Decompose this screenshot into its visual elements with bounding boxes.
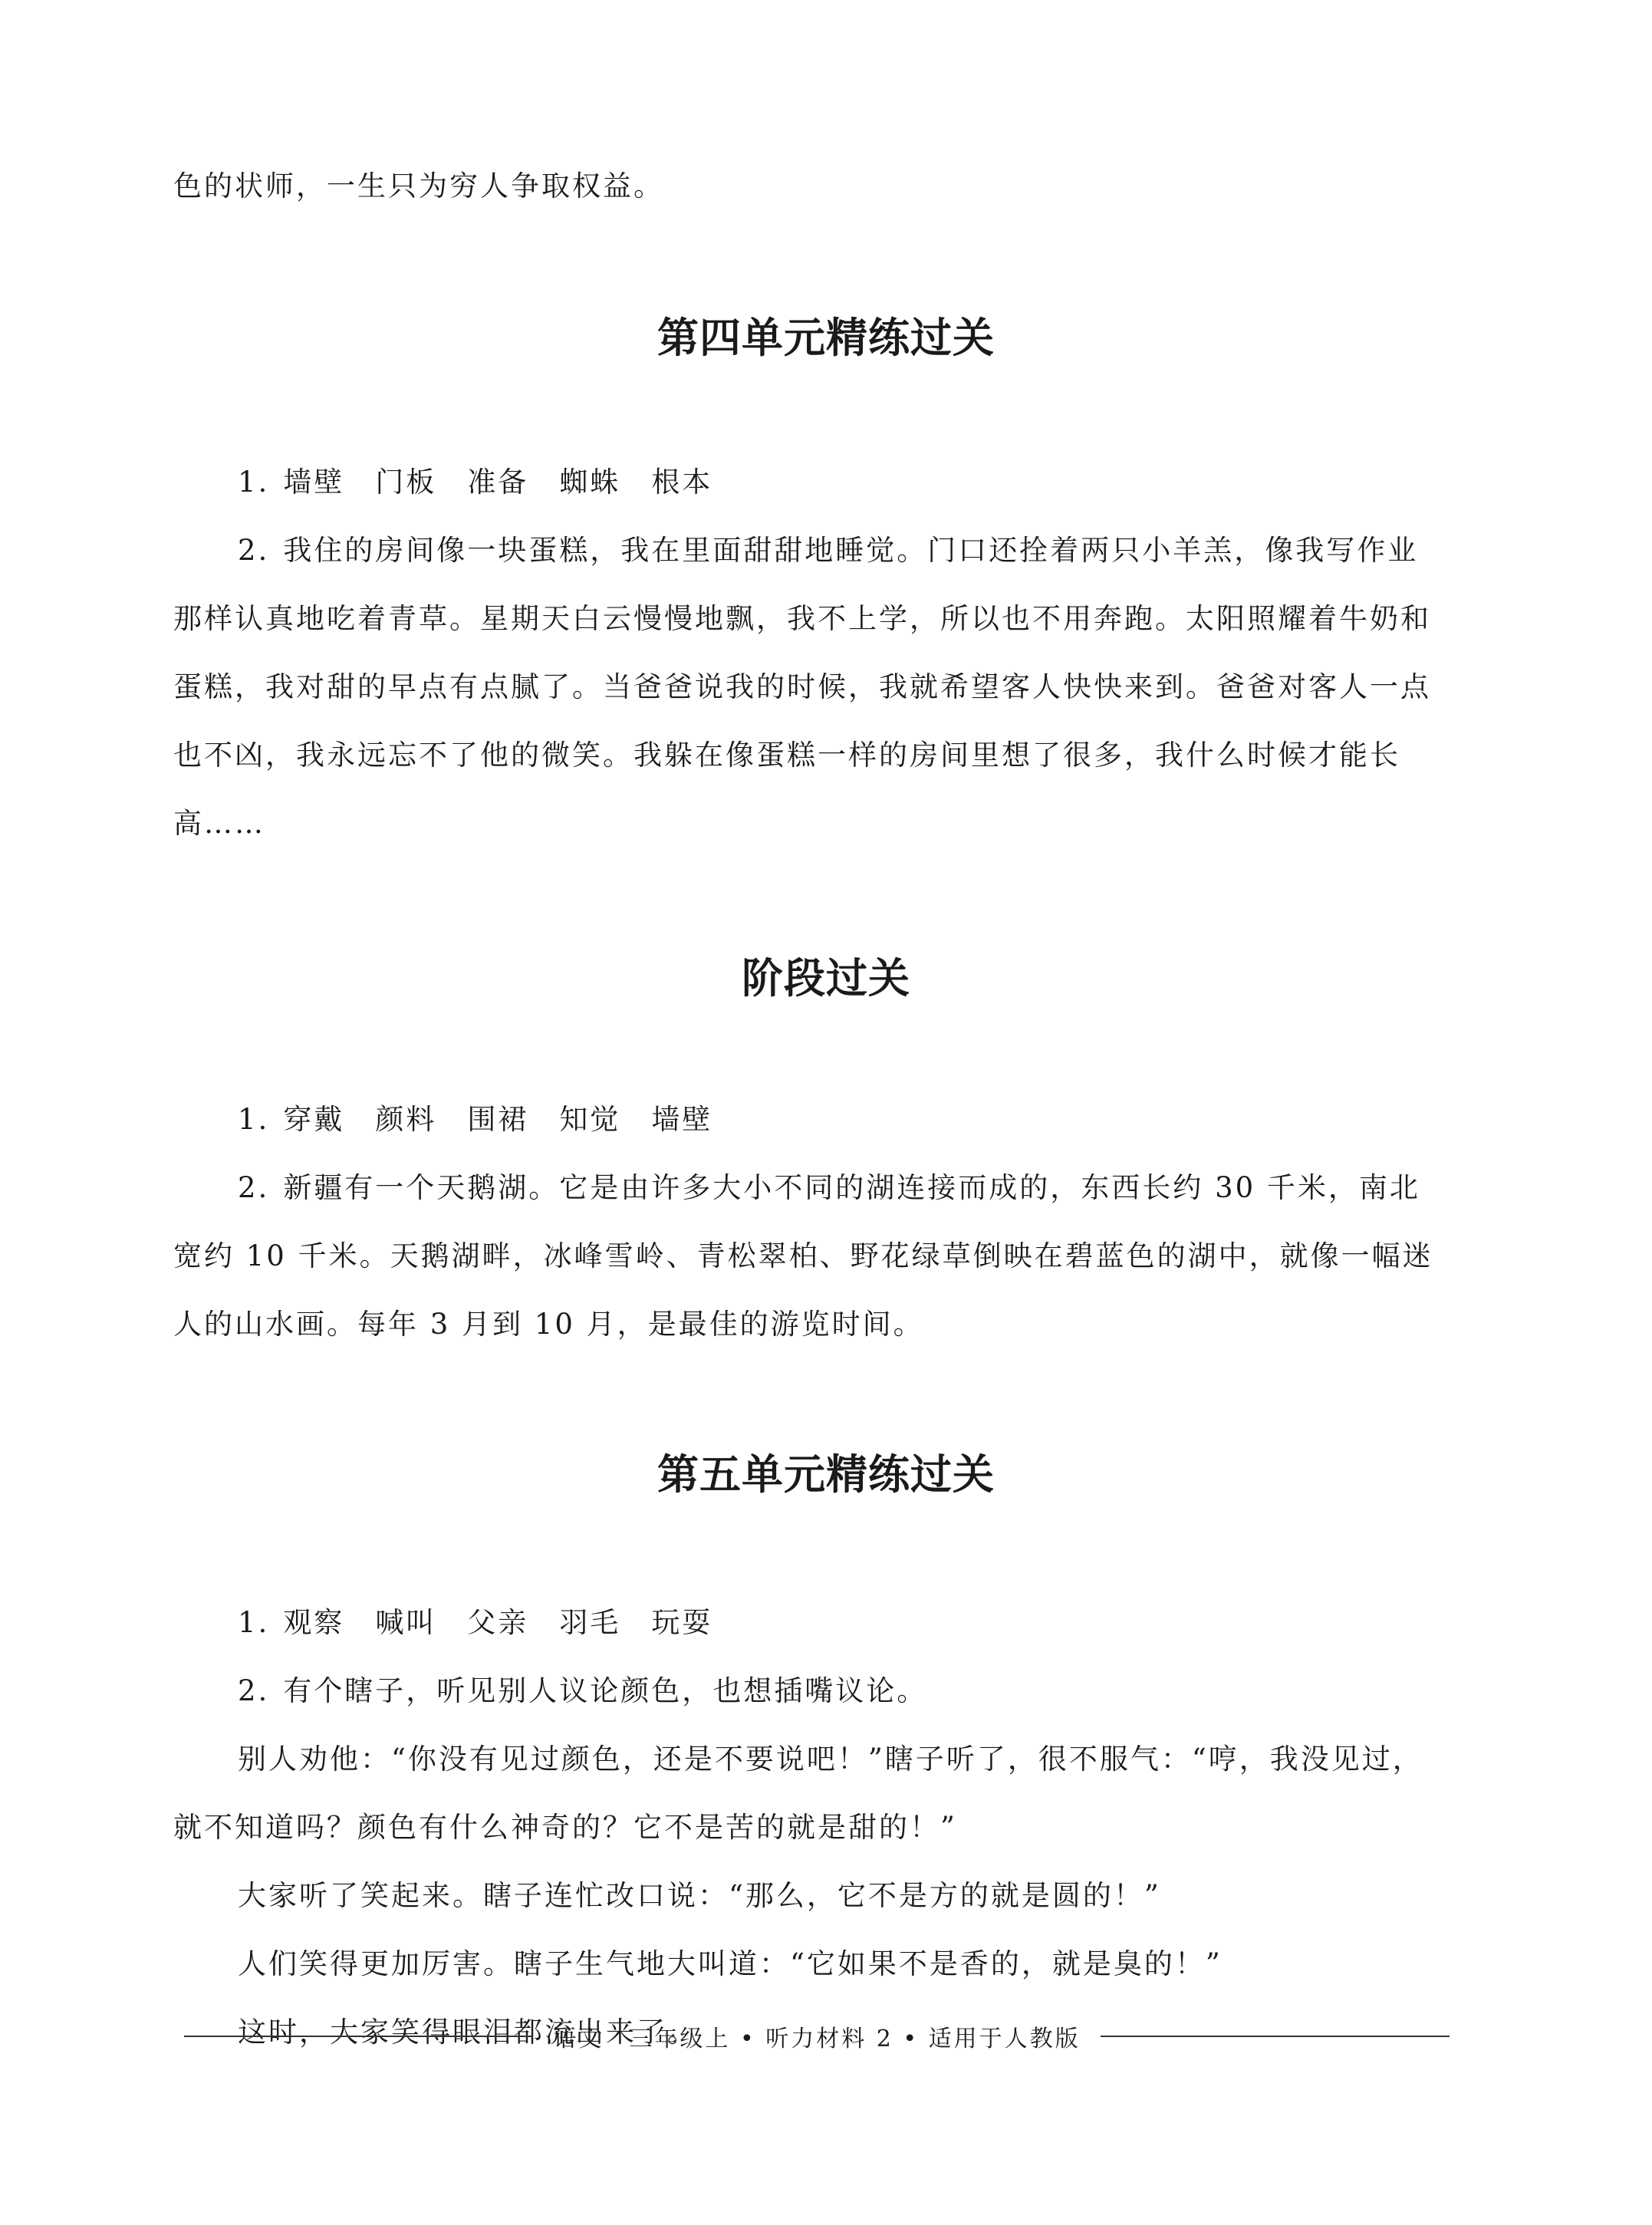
unit5-vocab-word: 父亲 — [467, 1606, 529, 1639]
unit4-content — [173, 448, 1446, 857]
footer-rule-right — [1101, 2036, 1450, 2037]
unit5-passage-number: 2. — [238, 1674, 270, 1707]
unit4-vocab-line — [173, 448, 1446, 516]
stage-content — [173, 1085, 1446, 1358]
stage-vocab-line — [173, 1085, 1446, 1154]
footer-text: 语文 三年级上 • 听力材料 2 • 适用于人教版 — [553, 2026, 1081, 2052]
stage-vocab-word: 穿戴 — [283, 1103, 345, 1136]
stage-vocab-word: 墙壁 — [651, 1103, 713, 1136]
unit5-vocab-word: 玩耍 — [651, 1606, 713, 1639]
unit5-vocab-word: 羽毛 — [559, 1606, 621, 1639]
unit4-vocab-word: 门板 — [375, 466, 437, 499]
intro-text-block — [173, 152, 1446, 220]
unit5-paragraph-text: 有个瞎子，听见别人议论颜色，也想插嘴议论。 — [283, 1674, 928, 1707]
unit5-vocab-word: 喊叫 — [375, 1606, 437, 1639]
unit5-paragraph: 别人劝他：“你没有见过颜色，还是不要说吧！”瞎子听了，很不服气：“哼，我没见过，就不知道吗？颜色有什么神奇的？它不是苦的就是甜的！” — [173, 1743, 1423, 1844]
stage-vocab-word: 知觉 — [559, 1103, 621, 1136]
unit5-paragraph — [173, 1657, 1446, 1725]
unit4-vocab-word: 根本 — [651, 466, 713, 499]
stage-vocab-number: 1. — [238, 1103, 270, 1136]
unit5-vocab-line — [173, 1588, 1446, 1657]
intro-line: 色的状师，一生只为穷人争取权益。 — [173, 170, 664, 202]
stage-title: 阶段过关 — [742, 954, 910, 1002]
stage-passage-number: 2. — [238, 1171, 270, 1204]
unit5-vocab-word: 观察 — [283, 1606, 345, 1639]
stage-vocab-word: 颜料 — [375, 1103, 437, 1136]
unit4-vocab-word: 准备 — [467, 466, 529, 499]
page-footer — [184, 2019, 1450, 2054]
unit5-vocab-number: 1. — [238, 1606, 270, 1639]
unit4-vocab-word: 蜘蛛 — [559, 466, 621, 499]
stage-passage — [173, 1154, 1446, 1358]
unit5-content — [173, 1588, 1446, 2066]
unit4-passage — [173, 516, 1446, 857]
unit4-passage-text: 我住的房间像一块蛋糕，我在里面甜甜地睡觉。门口还拴着两只小羊羔，像我写作业那样认真地吃着青草。星期天白云慢慢地飘，我不上学，所以也不用奔跑。太阳照耀着牛奶和蛋糕，我对甜的早点有点腻了。当爸爸说我的时候，我就希望客人快快来到。爸爸对客人一点也不凶，我永远忘不了他的微笑。我躲在像蛋糕一样的房间里想了很多，我什么时候才能长高…… — [173, 534, 1431, 840]
stage-passage-text: 新疆有一个天鹅湖。它是由许多大小不同的湖连接而成的，东西长约 30 千米，南北宽约 10 千米。天鹅湖畔，冰峰雪岭、青松翠柏、野花绿草倒映在碧蓝色的湖中，就像一幅迷人的山水画。每年 3 月到 10 月，是最佳的游览时间。 — [173, 1171, 1433, 1341]
unit4-title: 第四单元精练过关 — [657, 314, 995, 362]
unit4-passage-number: 2. — [238, 534, 270, 567]
unit5-paragraph: 这时，大家笑得眼泪都流出来了。 — [238, 2016, 698, 2049]
unit5-paragraph: 大家听了笑起来。瞎子连忙改口说：“那么，它不是方的就是圆的！” — [238, 1879, 1161, 1912]
unit4-vocab-number: 1. — [238, 466, 270, 499]
footer-rule-left — [184, 2036, 533, 2037]
unit5-title: 第五单元精练过关 — [657, 1450, 995, 1499]
unit4-vocab-word: 墙壁 — [283, 466, 345, 499]
stage-vocab-word: 围裙 — [467, 1103, 529, 1136]
unit5-paragraph: 人们笑得更加厉害。瞎子生气地大叫道：“它如果不是香的，就是臭的！” — [238, 1947, 1223, 1980]
